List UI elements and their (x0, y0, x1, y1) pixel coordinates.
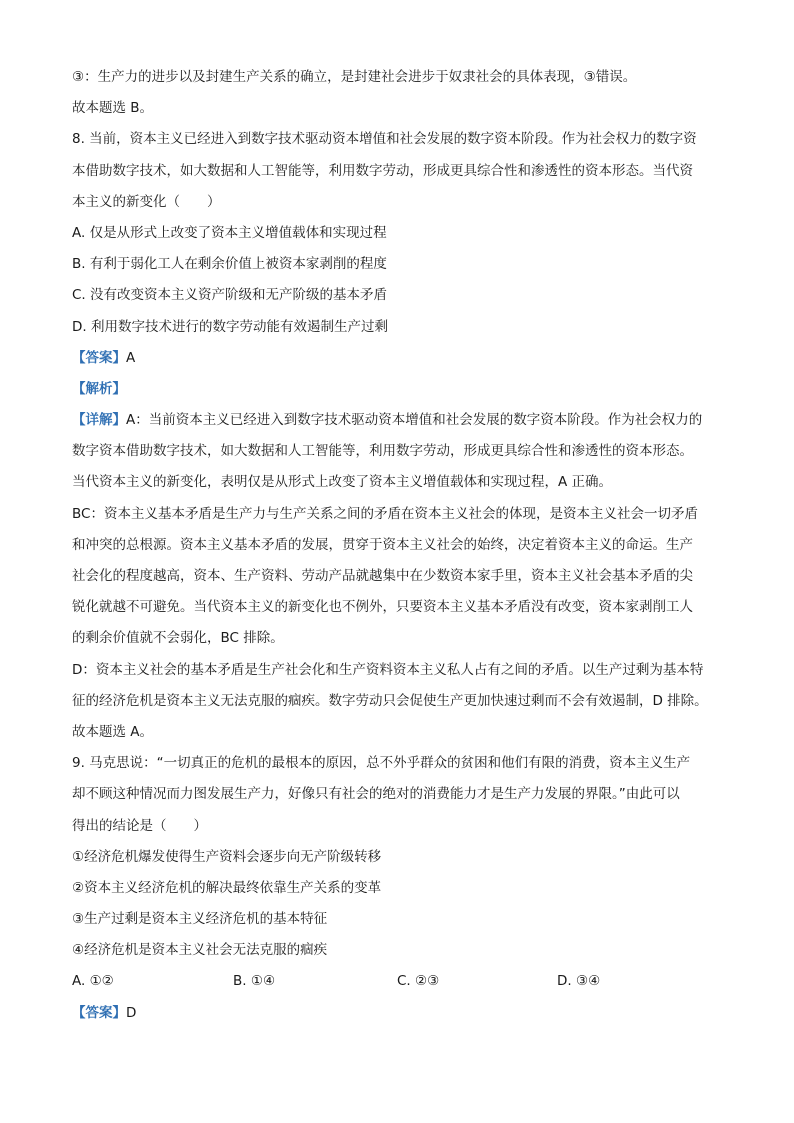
question-9-statement-2: ②资本主义经济危机的解决最终依靠生产关系的变革 (72, 879, 382, 896)
option-d: D. ③④ (557, 973, 601, 990)
detail-line: 社会化的程度越高，资本、生产资料、劳动产品就越集中在少数资本家手里，资本主义社会基本矛盾的尖 (72, 568, 693, 584)
question-8-option-a: A. 仅是从形式上改变了资本主义增值载体和实现过程 (72, 224, 387, 241)
text-line: 故本题选 B。 (72, 100, 154, 117)
option-b: B. ①④ (233, 973, 276, 990)
question-9-stem: 9. 马克思说：“一切真正的危机的最根本的原因，总不外乎群众的贫困和他们有限的消费，资本主义生产 (72, 755, 691, 772)
question-9-options (72, 966, 727, 997)
answer-tag: 【答案】 (72, 349, 126, 366)
question-8-answer (72, 343, 727, 374)
detail-line: 数字资本借助数字技术，如大数据和人工智能等，利用数字劳动，形成更具综合性和渗透性的资本形态。 (72, 443, 693, 460)
option-a: A. ①② (72, 973, 114, 990)
question-8-stem: 本主义的新变化（ ） (72, 193, 221, 210)
detail-line: 和冲突的总根源。资本主义基本矛盾的发展，贯穿于资本主义社会的始终，决定着资本主义的命运。生产 (72, 536, 693, 553)
analysis-tag: 【解析】 (72, 380, 126, 397)
detail-line: 锐化就越不可避免。当代资本主义的新变化也不例外，只要资本主义基本矛盾没有改变，资本家剥削工人 (72, 599, 693, 616)
answer-value: D (126, 1004, 137, 1021)
answer-tag: 【答案】 (72, 1004, 126, 1021)
question-9-statement-4: ④经济危机是资本主义社会无法克服的痼疾 (72, 942, 328, 959)
text-line: ③：生产力的进步以及封建生产关系的确立，是封建社会进步于奴隶社会的具体表现，③错误。 (72, 69, 637, 85)
detail-line: 的剩余价值就不会弱化，BC 排除。 (72, 630, 284, 647)
detail-line: BC：资本主义基本矛盾是生产力与生产关系之间的矛盾在资本主义社会的体现，是资本主义社会一切矛盾 (72, 505, 698, 522)
detail-tag: 【详解】 (72, 412, 126, 429)
question-8-detail (72, 405, 727, 436)
question-8-analysis (72, 374, 727, 405)
detail-line: D：资本主义社会的基本矛盾是生产社会化和生产资料资本主义私人占有之间的矛盾。以生产过剩为基本特 (72, 661, 704, 678)
option-c: C. ②③ (397, 973, 440, 990)
question-9-statement-3: ③生产过剩是资本主义经济危机的基本特征 (72, 911, 328, 928)
question-8-option-c: C. 没有改变资本主义资产阶级和无产阶级的基本矛盾 (72, 287, 388, 304)
detail-line: 征的经济危机是资本主义无法克服的痼疾。数字劳动只会促使生产更加快速过剩而不会有效遏制，D 排除。 (72, 692, 708, 709)
question-8-option-d: D. 利用数字技术进行的数字劳动能有效遏制生产过剩 (72, 318, 388, 335)
detail-text: A：当前资本主义已经进入到数字技术驱动资本增值和社会发展的数字资本阶段。作为社会权力的 (126, 412, 703, 429)
answer-value: A (126, 349, 136, 366)
question-8-option-b: B. 有利于弱化工人在剩余价值上被资本家剥削的程度 (72, 256, 387, 273)
document-page (72, 62, 727, 1029)
question-9-statement-1: ①经济危机爆发使得生产资料会逐步向无产阶级转移 (72, 848, 382, 865)
question-9-answer (72, 998, 727, 1029)
question-9-stem: 却不顾这种情况而力图发展生产力，好像只有社会的绝对的消费能力才是生产力发展的界限。”由此可以 (72, 786, 680, 803)
detail-line: 当代资本主义的新变化，表明仅是从形式上改变了资本主义增值载体和实现过程，A 正确。 (72, 474, 613, 491)
detail-conclusion: 故本题选 A。 (72, 723, 154, 740)
question-9-stem: 得出的结论是（ ） (72, 817, 207, 834)
question-8-stem: 本借助数字技术，如大数据和人工智能等，利用数字劳动，形成更具综合性和渗透性的资本形态。当代资 (72, 162, 693, 179)
question-8-stem: 8. 当前，资本主义已经进入到数字技术驱动资本增值和社会发展的数字资本阶段。作为社会权力的数字资 (72, 131, 697, 148)
